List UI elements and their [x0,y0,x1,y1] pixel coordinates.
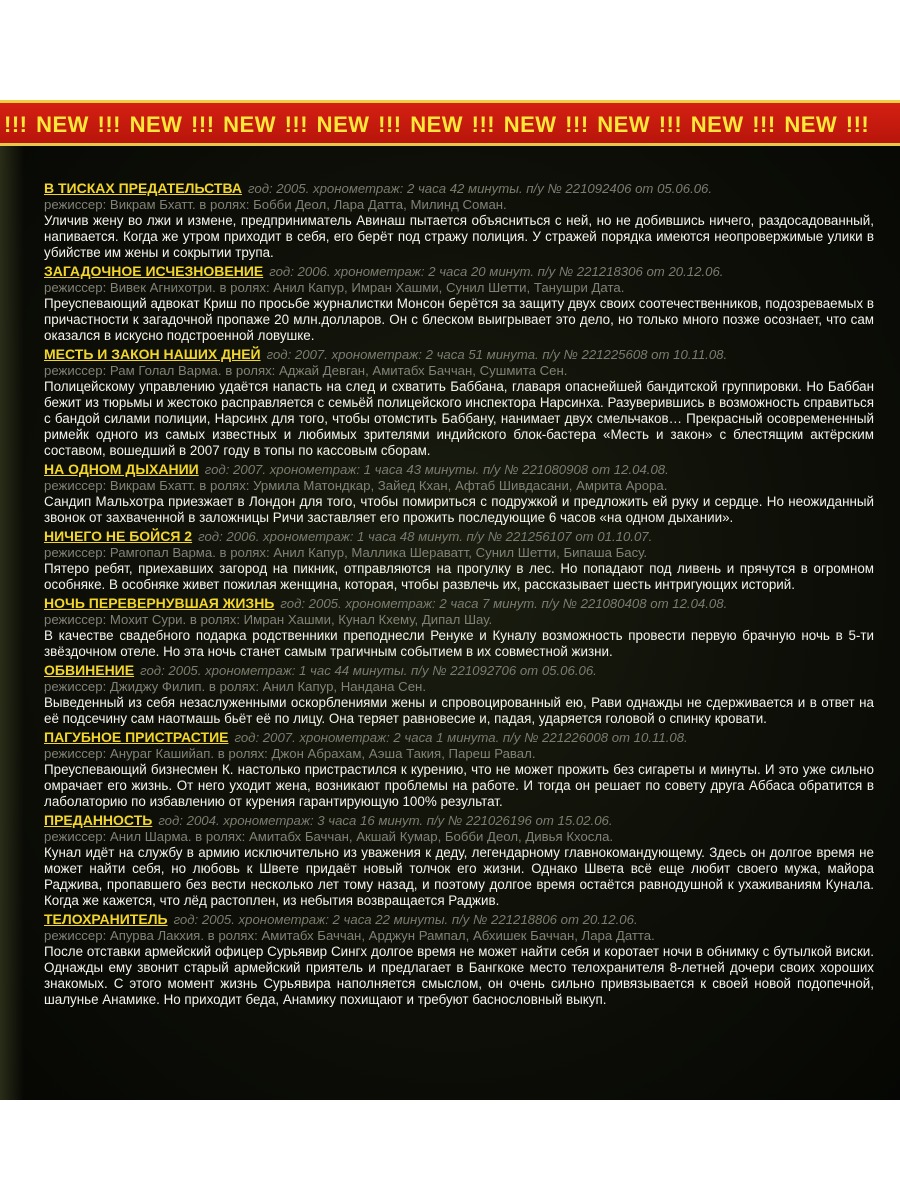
film-description: Преуспевающий адвокат Криш по просьбе журналистки Монсон берётся за защиту двух своих соотечественников, подозреваемых в причастности к загадочной пропаже 20 млн.долларов. Он с блеском выигрывает это дело, но только много позже осознает, что сам оказался в искусно подстроенной ловушке. [44,296,874,343]
film-meta: год: 2007. хронометраж: 2 часа 51 минута. п/у № 221225608 от 10.11.08. [266,347,728,362]
film-description: Полицейскому управлению удаётся напасть на след и схватить Баббана, главаря опаснейшей бандитской группировки. Но Баббан бежит из тюрьмы и жестоко расправляется с семьёй полицейского инспектора Нарсинха. Разуверившись в возможность справиться с бандой силами полиции, Нарсинх для того, чтобы отомстить Баббану, нанимает двух смельчаков… Прекрасный осовремененный римейк одного из самых известных и любимых зрителями индийского блок-бастера «Месть и закон» с блестящим актёрским составом, вошедший в 2007 году в топы по кассовым сборам. [44,379,874,458]
film-title: ЗАГАДОЧНОЕ ИСЧЕЗНОВЕНИЕ [44,263,264,279]
film-description: В качестве свадебного подарка родственники преподнесли Ренуке и Куналу возможность провести первую брачную ночь в 5-ти звёздочном отеле. Но эта ночь станет самым трагичным событием в их совместной жизни. [44,628,874,659]
film-title: ОБВИНЕНИЕ [44,662,135,678]
film-crew: режиссер: Рамгопал Варма. в ролях: Анил Капур, Маллика Шераватт, Сунил Шетти, Бипаша Басу. [44,545,648,560]
film-title: В ТИСКАХ ПРЕДАТЕЛЬСТВА [44,180,242,196]
film-title: НОЧЬ ПЕРЕВЕРНУВШАЯ ЖИЗНЬ [44,595,275,611]
film-crew: режиссер: Мохит Сури. в ролях: Имран Хашми, Кунал Кхему, Дипал Шау. [44,612,493,627]
film-list-panel [0,146,900,1100]
film-entry [44,461,874,526]
film-meta: год: 2005. хронометраж: 2 часа 42 минуты. п/у № 221092406 от 05.06.06. [248,181,713,196]
new-banner [0,100,900,146]
film-title: ПРЕДАННОСТЬ [44,812,153,828]
film-entry [44,595,874,660]
film-entry [44,662,874,727]
film-meta: год: 2005. хронометраж: 2 часа 22 минуты. п/у № 221218806 от 20.12.06. [173,912,638,927]
film-entry [44,180,874,261]
film-description: Уличив жену во лжи и измене, предприниматель Авинаш пытается объясниться с ней, но не добившись ничего, раздосадованный, напивается. Когда же утром приходит в себя, его берёт под стражу полиция. У стражей порядка имеются неопровержимые улики в убийстве им жены и сокрытии трупа. [44,213,874,260]
film-crew: режиссер: Апурва Лакхия. в ролях: Амитабх Баччан, Арджун Рампал, Абхишек Баччан, Лара Датта. [44,928,655,943]
film-list [44,180,874,1010]
film-title: ТЕЛОХРАНИТЕЛЬ [44,911,168,927]
film-entry [44,911,874,1008]
film-description: Кунал идёт на службу в армию исключительно из уважения к деду, легендарному главнокомандующему. Здесь он долгое время не может найти себя, но любовь к Швете придаёт новый толчок его жизни. Однако Швета всё еще любит своего мужа, майора Раджива, пропавшего без вести несколько лет тому назад, и поэтому долгое время остаётся равнодушной к ухаживаниям Кунала. Когда же кажется, что лёд растоплен, из небытия возвращается Раджив. [44,845,874,908]
film-meta: год: 2006. хронометраж: 1 часа 48 минут. п/у № 221256107 от 01.10.07. [198,529,653,544]
film-meta: год: 2006. хронометраж: 2 часа 20 минут. п/у № 221218306 от 20.12.06. [269,264,724,279]
film-crew: режиссер: Анил Шарма. в ролях: Амитабх Баччан, Акшай Кумар, Бобби Деол, Дивья Кхосла. [44,829,614,844]
film-description: Выведенный из себя незаслуженными оскорблениями жены и спровоцированный ею, Рави однажды не сдерживается и в ответ на её подсечину сам наотмашь бьёт её по лицу. Она теряет равновесие и, падая, ударяется головой о спинку кровати. [44,695,874,726]
film-meta: год: 2005. хронометраж: 1 час 44 минуты. п/у № 221092706 от 05.06.06. [140,663,597,678]
film-title: МЕСТЬ И ЗАКОН НАШИХ ДНЕЙ [44,346,261,362]
film-crew: режиссер: Вивек Агнихотри. в ролях: Анил Капур, Имран Хашми, Сунил Шетти, Танушри Дата. [44,280,625,295]
banner-text: !!! NEW !!! NEW !!! NEW !!! NEW !!! NEW !!! NEW !!! NEW !!! NEW !!! NEW !!! [4,112,870,137]
film-crew: режиссер: Джиджу Филип. в ролях: Анил Капур, Нандана Сен. [44,679,426,694]
film-entry [44,346,874,459]
film-crew: режиссер: Анураг Кашийап. в ролях: Джон Абрахам, Аэша Такия, Пареш Равал. [44,746,536,761]
film-description: Сандип Мальхотра приезжает в Лондон для того, чтобы помириться с подружкой и предложить ей руку и сердце. Но неожиданный звонок от захваченной в заложницы Ричи заставляет его прожить последующие 6 часов «на одном дыхании». [44,494,874,525]
film-entry [44,729,874,810]
film-crew: режиссер: Викрам Бхатт. в ролях: Урмила Матондкар, Зайед Кхан, Афтаб Шивдасани, Амрита Арора. [44,478,668,493]
film-entry [44,528,874,593]
film-entry [44,263,874,344]
film-entry [44,812,874,909]
film-crew: режиссер: Рам Голал Варма. в ролях: Аджай Девган, Амитабх Баччан, Сушмита Сен. [44,363,568,378]
film-description: После отставки армейский офицер Сурьявир Сингх долгое время не может найти себя и коротает ночи в обнимку с бутылкой виски. Однажды ему звонит старый армейский приятель и предлагает в Бангкоке место телохранителя 8-летней дочери своих хороших знакомых. С этого момент жизнь Сурьявира наполняется смыслом, он очень сильно привязывается к своей новой подопечной, шалунье Анамике. Но приходит беда, Анамику похищают и требуют баснословный выкуп. [44,944,874,1007]
film-title: НИЧЕГО НЕ БОЙСЯ 2 [44,528,193,544]
film-crew: режиссер: Викрам Бхатт. в ролях: Бобби Деол, Лара Датта, Милинд Соман. [44,197,507,212]
film-description: Преуспевающий бизнесмен К. настолько пристрастился к курению, что не может прожить без сигареты и минуты. И это уже сильно омрачает его жизнь. От него уходит жена, возникают проблемы на работе. И тогда он решает по совету друга Аббаса обратится в лаболаторию по избавлению от курения гарантирующую 100% результат. [44,762,874,809]
film-title: НА ОДНОМ ДЫХАНИИ [44,461,199,477]
film-title: ПАГУБНОЕ ПРИСТРАСТИЕ [44,729,229,745]
film-meta: год: 2004. хронометраж: 3 часа 16 минут. п/у № 221026196 от 15.02.06. [158,813,613,828]
film-description: Пятеро ребят, приехавших загород на пикник, отправляются на прогулку в лес. Но попадают под ливень и прячутся в огромном особняке. В особняке живет пожилая женщина, которая, чтобы развлечь их, рассказывает шесть интригующих историй. [44,561,874,592]
film-meta: год: 2005. хронометраж: 2 часа 7 минут. п/у № 221080408 от 12.04.08. [280,596,728,611]
film-meta: год: 2007. хронометраж: 2 часа 1 минута. п/у № 221226008 от 10.11.08. [234,730,688,745]
film-meta: год: 2007. хронометраж: 1 часа 43 минуты. п/у № 221080908 от 12.04.08. [204,462,669,477]
